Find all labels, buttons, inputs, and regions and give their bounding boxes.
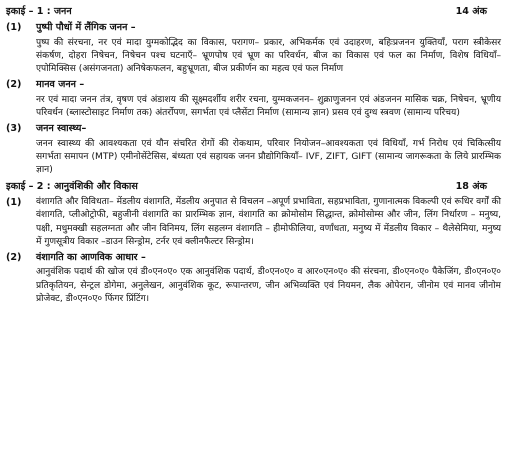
- unit-2-heading: [6, 179, 501, 194]
- unit-1-title: इकाई – 1 : जनन: [6, 6, 72, 17]
- section-number: (1): [6, 197, 22, 209]
- section-title: पुष्पी पौधों में लैंगिक जनन –: [36, 22, 136, 33]
- section-title: वंशागति का आणविक आधार –: [36, 251, 146, 263]
- section-text: पुष्प की संरचना, नर एवं मादा युग्मकोद्भिद का विकास, परागण– प्रकार, अभिकर्मक एवं उदाहरण, बहिःप्रजनन युक्तियाँ, पराग स्त्रीकेसर संकर्षण, दोहरा निषेचन, निषेचन पश्च घटनाएँ– भ्रूणपोष एवं भ्रूण का परिवर्धन, बीज का विकास एवं फल का निर्माण, विशेष विधियाँ– एपोमिक्सिस (असंगजनता) अनिषेकफलन, बहुभ्रूणता, बीज प्रकीर्णन का महत्व एवं फल निर्माण: [36, 37, 501, 74]
- section-title: जनन स्वास्थ्य–: [36, 123, 87, 135]
- section-text: जनन स्वास्थ्य की आवश्यकता एवं यौन संचरित रोगों की रोकथाम, परिवार नियोजन–आवश्यकता एवं विधियाँ, गर्भ निरोध एवं चिकित्सीय सगर्भता समापन (MTP) एमीनोसेंटेसिस, बंध्यता एवं सहायक जनन प्रौद्योगिकियाँ– IVF, ZIFT, GIFT (सामान्य जागरूकता के लिये प्रारम्भिक ज्ञान): [36, 138, 501, 175]
- section-number: (1): [6, 22, 22, 33]
- unit-2-marks: 18 अंक: [455, 181, 487, 193]
- section-number: (2): [6, 251, 22, 263]
- section-text: नर एवं मादा जनन तंत्र, वृषण एवं अंडाशय की सूक्ष्मदर्शीय शरीर रचना, युग्मकजनन– शुक्राणुजनन एवं अंडजनन मासिक चक्र, निषेचन, भ्रूणीय परिवर्धन (ब्लास्टोसाइट निर्माण तक) अंतर्रोपण, सगर्भता एवं प्लैसेंटा निर्माण (सामान्य ज्ञान) प्रसव एवं दुग्ध स्त्रवण (सामान्य परिचय): [36, 94, 501, 118]
- unit-2-section-2: [6, 251, 501, 306]
- unit-1-section-2: [6, 78, 501, 120]
- section-number: (3): [6, 123, 22, 135]
- unit-2-title: इकाई – 2 : आनुवंशिकी और विकास: [6, 181, 138, 193]
- unit-1-heading: [6, 4, 501, 19]
- unit-1-marks: 14 अंक: [455, 6, 487, 17]
- unit-1-section-1: [6, 21, 501, 76]
- section-title: मानव जनन –: [36, 79, 85, 91]
- section-number: (2): [6, 79, 22, 91]
- section-text: वंशागति और विविधता– मेंडलीय वंशागति, मेंडलीय अनुपात से विचलन –अपूर्ण प्रभाविता, सहप्रभाविता, गुणानात्मक विकल्पी एवं रूधिर वर्गों की वंशागति, प्लीओट्रोफी, बहुजीनी वंशागति का प्रारम्भिक ज्ञान, वंशागति का क्रोमोसोम सिद्धान्त, क्रोमोसोम्स और जीन, लिंग निर्धारण – मनुष्य, पक्षी, मधुमक्खी सहलग्नता और जीन विनिमय, लिंग सहलग्न वंशागति – हीमोफीलिया, वर्णांधता, मनुष्य में मेंडलीय विकार – थैलेसेमिया, मनुष्य में गुणसूत्रीय विकार –डाउन सिन्ड्रोम, टर्नर एवं क्लीनफैल्टर सिन्ड्रोम।: [36, 197, 501, 247]
- unit-2-section-1: [6, 196, 501, 249]
- unit-1-section-3: [6, 122, 501, 177]
- section-text: आनुवंशिक पदार्थ की खोज एवं डी०एन०ए० एक आनुवंशिक पदार्थ, डी०एन०ए० व आर०एन०ए० की संरचना, डी०एन०ए० पैकेजिंग, डी०एन०ए० प्रतिकृतियन, सेन्ट्रल डोगेमा, अनुलेखन, आनुवंशिक कूट, रूपान्तरण, जीन अभिव्यक्ति एवं नियमन, लैक ओपेरान, जीनोम एवं मानव जीनोम प्रोजेक्ट, डी०एन०ए० फिंगर प्रिंटिंग।: [36, 267, 501, 304]
